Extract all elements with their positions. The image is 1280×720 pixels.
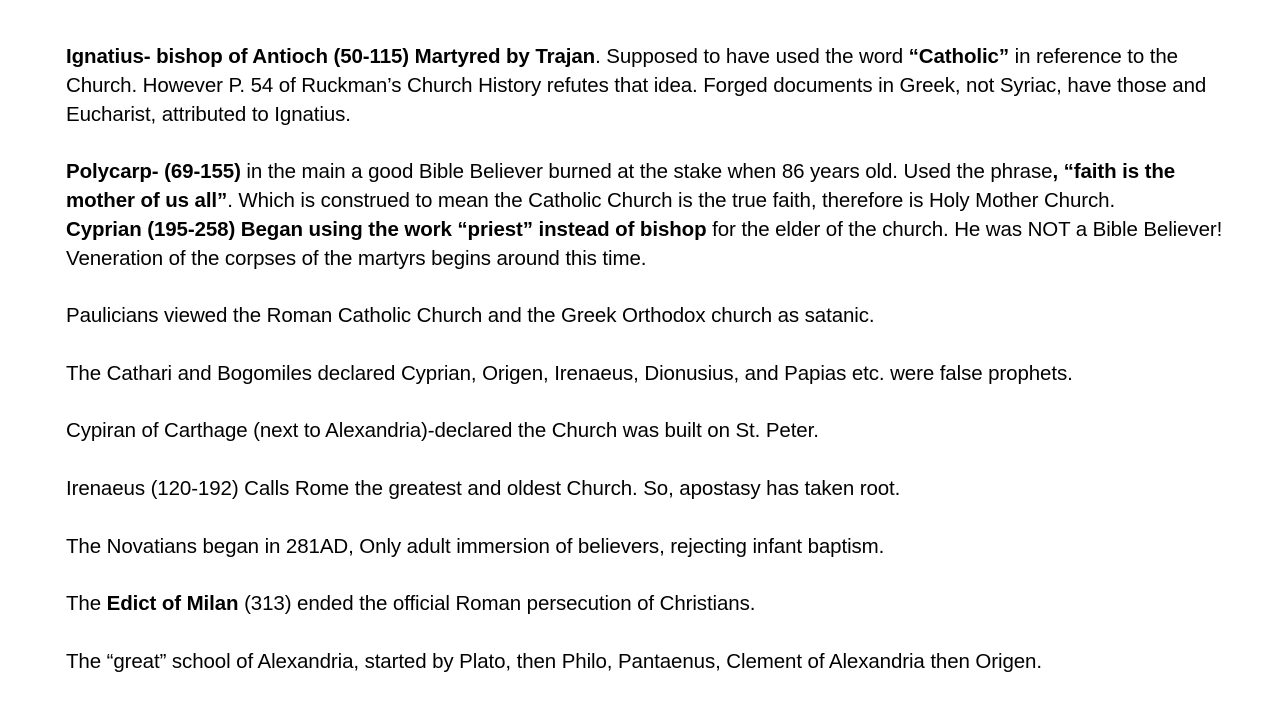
paragraph-paulicians [66,302,1226,331]
polycarp-heading: Polycarp- (69-155) [66,160,241,184]
paragraph-novatians [66,533,1226,562]
text-run: Paulicians viewed the Roman Catholic Church and the Greek Orthodox church as satanic. [66,304,875,328]
ignatius-heading: Ignatius- bishop of Antioch (50-115) Martyred by Trajan [66,45,596,68]
paragraph-irenaeus [66,475,1226,504]
paragraph-gap [66,389,1226,418]
edict-of-milan-term: Edict of Milan [106,592,239,616]
paragraph-cypiran [66,417,1226,446]
paragraph-polycarp [66,158,1226,216]
paragraph-edict-of-milan [66,590,1226,619]
text-run: Cypiran of Carthage (next to Alexandria)-declared the Church was built on St. Peter. [66,419,819,443]
text-run: (313) ended the official Roman persecution of Christians. [238,592,756,616]
text-run: Irenaeus (120-192) Calls Rome the greatest and oldest Church. So, apostasy has taken root. [66,476,901,500]
paragraph-gap [66,129,1226,158]
paragraph-alexandria-school [66,648,1226,677]
text-run: . Supposed to have used the word [595,45,909,68]
paragraph-gap [66,504,1226,533]
paragraph-gap [66,619,1226,648]
polycarp-quote: , “faith is the mother of us all” [66,160,1176,212]
text-run: . Which is construed to mean the Catholic Church is the true faith, therefore is Holy Mother Church. [227,188,1116,212]
text-run: The [66,592,107,616]
cyprian-heading: Cyprian (195-258) Began using the work “priest” instead of bishop [66,217,707,241]
paragraph-ignatius [66,43,1226,129]
text-run: for the elder of the church. He was NOT a Bible Believer! Veneration of the corpses of the martyrs begins around this time. [66,217,1223,270]
text-run: The “great” school of Alexandria, started by Plato, then Philo, Pantaenus, Clement of Alexandria then Origen. [66,649,1042,673]
text-run: The Cathari and Bogomiles declared Cyprian, Origen, Irenaeus, Dionusius, and Papias etc. were false prophets. [66,361,1073,385]
catholic-term: “Catholic” [908,45,1010,68]
slide-body [66,43,1226,677]
paragraph-gap [66,446,1226,475]
text-run: The Novatians began in 281AD, Only adult immersion of believers, rejecting infant baptism. [66,534,885,558]
paragraph-gap [66,331,1226,360]
paragraph-gap [66,273,1226,302]
text-run: in the main a good Bible Believer burned at the stake when 86 years old. Used the phrase [240,160,1053,184]
paragraph-cyprian [66,216,1226,274]
paragraph-cathari [66,360,1226,389]
text-run: in reference to the Church. However P. 54 of Ruckman’s Church History refutes that idea. Forged documents in Greek, not Syriac, have those and Eucharist, attributed to Ignatius. [66,45,1207,126]
paragraph-gap [66,561,1226,590]
